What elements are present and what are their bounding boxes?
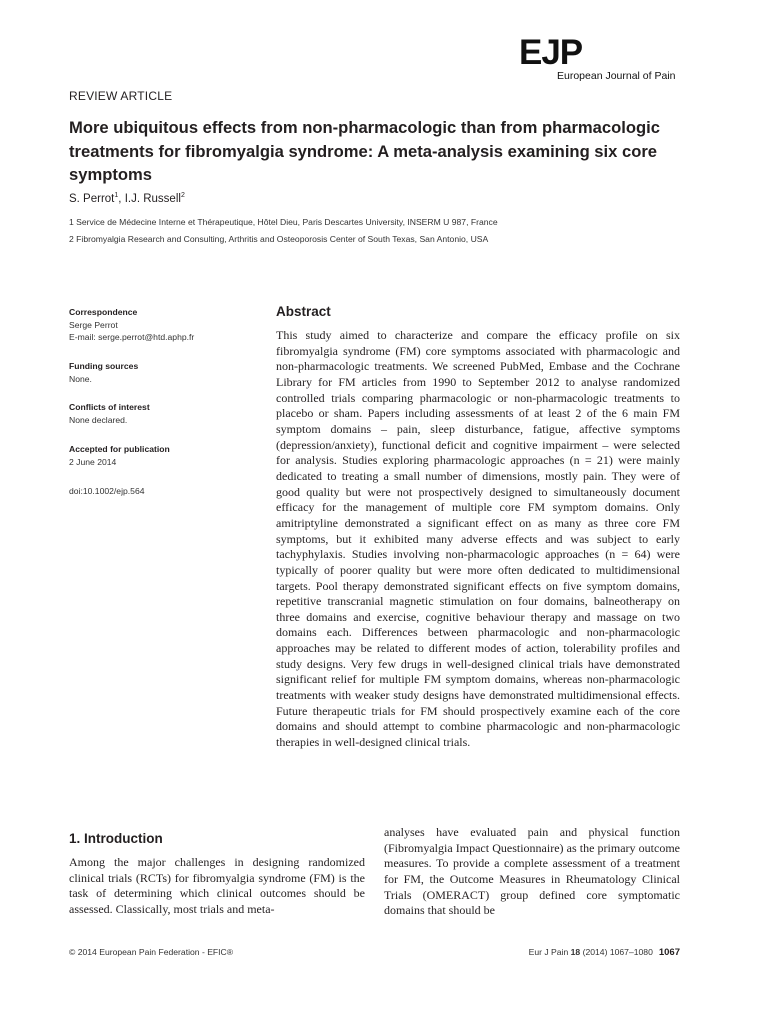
citation-journal: Eur J Pain — [528, 947, 571, 957]
correspondence-email: E-mail: serge.perrot@htd.aphp.fr — [69, 332, 195, 343]
journal-name: European Journal of Pain — [557, 70, 676, 82]
correspondence-name: Serge Perrot — [69, 319, 118, 330]
article-title: More ubiquitous effects from non-pharmacologic than from pharmacologic treatments for fibromyalgia syndrome: A meta-analysis examining six core symptoms — [69, 118, 660, 184]
abstract-heading: Abstract — [276, 304, 331, 319]
affiliation-2: 2 Fibromyalgia Research and Consulting, Arthritis and Osteoporosis Center of South Texas, San Antonio, USA — [69, 234, 489, 244]
accepted-date: 2 June 2014 — [69, 456, 117, 467]
citation — [529, 947, 680, 958]
correspondence-heading: Correspondence — [69, 307, 138, 317]
intro-text-right-column: analyses have evaluated pain and physical function (Fibromyalgia Impact Questionnaire) as the primary outcome measures. To provide a complete assessment of a treatment for FM, the Outcome Measures in Rheumatology Clinical Trials (OMERACT) group defined core symptomatic domains that should be — [384, 825, 680, 918]
author-name: I.J. Russell — [124, 192, 181, 205]
citation-volume: 18 — [570, 947, 581, 957]
accepted-block — [69, 443, 249, 468]
abstract-text: This study aimed to characterize and compare the efficacy profile on six fibromyalgia syndrome (FM) core symptoms associated with pharmacologic and non-pharmacologic treatments. We screened PubMed, Embase and the Cochrane Library for FM articles from 1990 to September 2012 to analyse randomized controlled trials comparing pharmacologic or non-pharmacologic treatments to placebo or sham. Papers including assessments of at least 2 of the 6 main FM symptom domains – pain, sleep disturbance, fatigue, affective symptoms (depression/anxiety), functional deficit and cognitive impairment – were selected for analysis. Studies exploring pharmacologic approaches (n = 21) were mainly dedicated to treating a small number of dimensions, mostly pain. They were of good quality but were not prospectively designed to simultaneously document efficacy for the management of multiple core FM symptom domains. Only amitriptyline demonstrated a significant effect on as many as three core FM symptoms, but it exhibited many adverse effects and was subject to early tachyphylaxis. Studies involving non-pharmacologic approaches (n = 64) were typically of poorer quality but were more often dedicated to multidimensional targets. Pool therapy demonstrated significant effects on five symptom domains, repetitive transcranial magnetic stimulation on four domains, balneotherapy on three domains and exercise, cognitive behaviour therapy and massage on two domains each. Differences between pharmacologic and non-pharmacologic approaches may be related to different modes of action, tolerability profiles and study designs. Very few drugs in well-designed clinical trials have demonstrated significant relief for multiple FM symptom domains, whereas non-pharmacologic treatments with weaker study designs have demonstrated multidimensional effects. Future therapeutic trials for FM should prospectively examine each of the core domains and should attempt to combine pharmacologic and non-pharmacologic therapies in well-designed clinical trials. — [276, 328, 680, 750]
doi: doi:10.1002/ejp.564 — [69, 486, 145, 496]
conflicts-heading: Conflicts of interest — [69, 402, 150, 412]
journal-logo — [519, 33, 694, 82]
article-type: REVIEW ARTICLE — [69, 89, 173, 103]
correspondence-block — [69, 306, 249, 344]
affiliation-1: 1 Service de Médecine Interne et Thérapeutique, Hôtel Dieu, Paris Descartes University, INSERM U 987, France — [69, 217, 498, 227]
intro-text-left-column: Among the major challenges in designing randomized clinical trials (RCTs) for fibromyalgia syndrome (FM) is the task of determining which clinical outcomes should be assessed. Classically, most trials and meta- — [69, 855, 365, 916]
accepted-heading: Accepted for publication — [69, 444, 170, 454]
author-separator: , — [118, 192, 125, 205]
author-list — [69, 192, 185, 205]
section-heading-introduction: 1. Introduction — [69, 831, 163, 846]
journal-logo-mark: EJP — [519, 33, 583, 72]
conflicts-block — [69, 401, 249, 426]
author-affiliation-marker: 1 — [114, 192, 119, 199]
funding-text: None. — [69, 373, 92, 384]
funding-block — [69, 360, 249, 385]
copyright-notice: © 2014 European Pain Federation - EFIC® — [69, 947, 234, 957]
conflicts-text: None declared. — [69, 414, 128, 425]
author-name: S. Perrot — [69, 192, 115, 205]
author-affiliation-marker: 2 — [180, 192, 185, 199]
funding-heading: Funding sources — [69, 361, 139, 371]
citation-year-pages: (2014) 1067–1080 — [580, 947, 653, 957]
page-number: 1067 — [658, 947, 680, 958]
